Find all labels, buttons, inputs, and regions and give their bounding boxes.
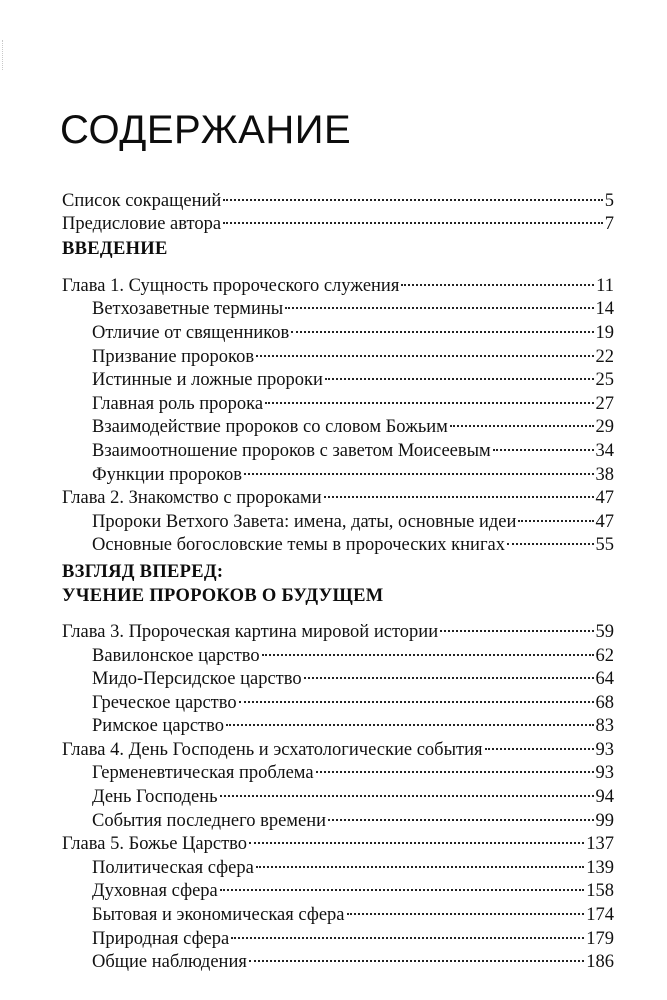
dot-leader <box>323 480 595 504</box>
toc-entry-preface[interactable] <box>62 206 614 235</box>
toc-entry-label: Римское царство <box>92 715 225 739</box>
toc-entry-page: 47 <box>595 488 614 509</box>
toc-entry-page: 29 <box>595 417 614 438</box>
toc-entry-page: 186 <box>586 952 614 973</box>
dot-leader <box>517 503 594 527</box>
dot-leader <box>400 267 595 291</box>
toc-entry-label: Общие наблюдения <box>92 951 248 975</box>
toc-subsection[interactable] <box>62 778 614 808</box>
toc-chapter-2[interactable] <box>62 480 614 509</box>
toc-entry-label: День Господень <box>92 786 219 810</box>
toc-entry-label: Отличие от священников <box>92 322 290 346</box>
toc-subsection[interactable] <box>62 409 614 438</box>
toc-entry-label: Призвание пророков <box>92 346 255 370</box>
toc-entry-label: Пророки Ветхого Завета: имена, даты, основные идеи <box>92 511 517 535</box>
page-title: СОДЕРЖАНИЕ <box>60 108 352 152</box>
dot-leader <box>222 206 604 230</box>
toc-entry-page: 55 <box>595 535 614 556</box>
dot-leader <box>449 409 595 433</box>
dot-leader <box>255 338 594 362</box>
toc-subsection[interactable] <box>62 314 614 343</box>
toc-entry-page: 179 <box>586 928 614 949</box>
toc-subsection[interactable] <box>62 920 614 949</box>
toc-subsection[interactable] <box>62 684 614 713</box>
dot-leader <box>264 385 594 409</box>
toc-entry-label: Глава 5. Божье Царство <box>62 833 248 857</box>
toc-entry-label: Предисловие автора <box>62 213 222 237</box>
toc-entry-label: Ветхозаветные термины <box>92 298 284 322</box>
section-heading-looking-ahead <box>62 560 614 608</box>
toc-entry-page: 5 <box>604 190 614 211</box>
toc-entry-page: 93 <box>595 739 614 760</box>
toc-entry-label: Природная сфера <box>92 928 230 952</box>
section-heading-line: ВЗГЛЯД ВПЕРЕД: <box>62 562 224 583</box>
dot-leader <box>248 944 585 968</box>
toc-entry-page: 174 <box>586 905 614 926</box>
toc-entry-label: Греческое царство <box>92 692 238 716</box>
toc-entry-label: Мидо-Персидское царство <box>92 668 303 692</box>
table-of-contents <box>62 182 614 973</box>
dot-leader <box>303 661 595 685</box>
toc-subsection[interactable] <box>62 661 614 690</box>
toc-entry-label: Политическая сфера <box>92 857 255 881</box>
dot-leader <box>222 182 603 206</box>
section-heading-introduction <box>62 237 614 261</box>
dot-leader <box>238 684 595 708</box>
toc-entry-label: Главная роль пророка <box>92 393 264 417</box>
toc-subsection[interactable] <box>62 291 614 320</box>
toc-entry-page: 62 <box>595 645 614 666</box>
toc-subsection[interactable] <box>62 896 614 926</box>
toc-entry-page: 68 <box>595 692 614 713</box>
dot-leader <box>255 849 585 873</box>
toc-entry-label: Взаимодействие пророков со словом Божьим <box>92 416 449 440</box>
dot-leader <box>346 896 586 920</box>
toc-subsection[interactable] <box>62 432 614 461</box>
dot-leader <box>327 802 594 826</box>
toc-subsection[interactable] <box>62 456 614 485</box>
toc-subsection[interactable] <box>62 637 614 666</box>
dot-leader <box>290 314 594 338</box>
toc-subsection[interactable] <box>62 802 614 831</box>
dot-leader <box>324 362 595 386</box>
toc-entry-label: Истинные и ложные пророки <box>92 369 324 393</box>
toc-subsection[interactable] <box>62 708 614 737</box>
toc-entry-label: Глава 4. День Господень и эсхатологические события <box>62 739 484 763</box>
toc-entry-page: 158 <box>586 881 614 902</box>
dot-leader <box>506 527 594 551</box>
margin-mark <box>2 40 6 70</box>
toc-entry-page: 64 <box>595 669 614 690</box>
toc-entry-label: Основные богословские темы в пророческих книгах <box>92 534 506 558</box>
toc-subsection[interactable] <box>62 873 614 902</box>
toc-entry-page: 59 <box>595 621 614 642</box>
toc-entry-page: 14 <box>595 299 614 320</box>
toc-entry-page: 94 <box>595 787 614 808</box>
toc-entry-label: Вавилонское царство <box>92 645 261 669</box>
dot-leader <box>243 456 594 480</box>
toc-subsection[interactable] <box>62 755 614 784</box>
toc-subsection[interactable] <box>62 527 614 556</box>
dot-leader <box>248 826 585 850</box>
dot-leader <box>484 731 595 755</box>
toc-entry-label: Бытовая и экономическая сфера <box>92 904 346 928</box>
toc-chapter-4[interactable] <box>62 731 614 760</box>
toc-entry-page: 47 <box>595 511 614 532</box>
toc-entry-page: 93 <box>595 763 614 784</box>
dot-leader <box>219 873 586 897</box>
toc-subsection[interactable] <box>62 338 614 367</box>
dot-leader <box>284 291 594 315</box>
toc-entry-label: Функции пророков <box>92 464 243 488</box>
toc-entry-page: 83 <box>595 716 614 737</box>
dot-leader <box>315 755 595 779</box>
toc-entry-page: 139 <box>586 857 614 878</box>
toc-entry-page: 137 <box>586 834 614 855</box>
toc-subsection[interactable] <box>62 362 614 391</box>
toc-subsection[interactable] <box>62 849 614 878</box>
toc-entry-page: 11 <box>596 275 614 296</box>
toc-chapter-1[interactable] <box>62 267 614 296</box>
dot-leader <box>492 432 595 456</box>
toc-entry-label: Глава 3. Пророческая картина мировой истории <box>62 621 439 645</box>
toc-entry-page: 34 <box>595 440 614 461</box>
toc-entry-label: Герменевтическая проблема <box>92 762 315 786</box>
toc-subsection[interactable] <box>62 944 614 973</box>
toc-entry-page: 99 <box>595 810 614 831</box>
toc-entry-page: 27 <box>595 393 614 414</box>
toc-entry-label: Духовная сфера <box>92 880 219 904</box>
toc-entry-label: Глава 1. Сущность пророческого служения <box>62 275 400 299</box>
dot-leader <box>219 778 595 802</box>
dot-leader <box>439 613 594 637</box>
toc-chapter-5[interactable] <box>62 826 614 855</box>
section-heading-line: УЧЕНИЕ ПРОРОКОВ О БУДУЩЕМ <box>62 586 384 607</box>
toc-subsection[interactable] <box>62 385 614 414</box>
toc-entry-page: 19 <box>595 322 614 343</box>
toc-entry-page: 38 <box>595 464 614 485</box>
toc-entry-abbreviations[interactable] <box>62 182 614 211</box>
toc-entry-label: События последнего времени <box>92 810 327 834</box>
toc-entry-page: 7 <box>604 214 614 235</box>
toc-entry-label: Взаимоотношение пророков с заветом Моисеевым <box>92 440 492 464</box>
dot-leader <box>230 920 585 944</box>
toc-entry-label: Глава 2. Знакомство с пророками <box>62 487 323 511</box>
toc-chapter-3[interactable] <box>62 613 614 642</box>
dot-leader <box>261 637 595 661</box>
toc-subsection[interactable] <box>62 503 614 532</box>
toc-entry-page: 25 <box>595 370 614 391</box>
section-heading-line: ВВЕДЕНИЕ <box>62 239 168 260</box>
toc-entry-label: Список сокращений <box>62 190 222 214</box>
toc-entry-page: 22 <box>595 346 614 367</box>
dot-leader <box>225 708 595 732</box>
